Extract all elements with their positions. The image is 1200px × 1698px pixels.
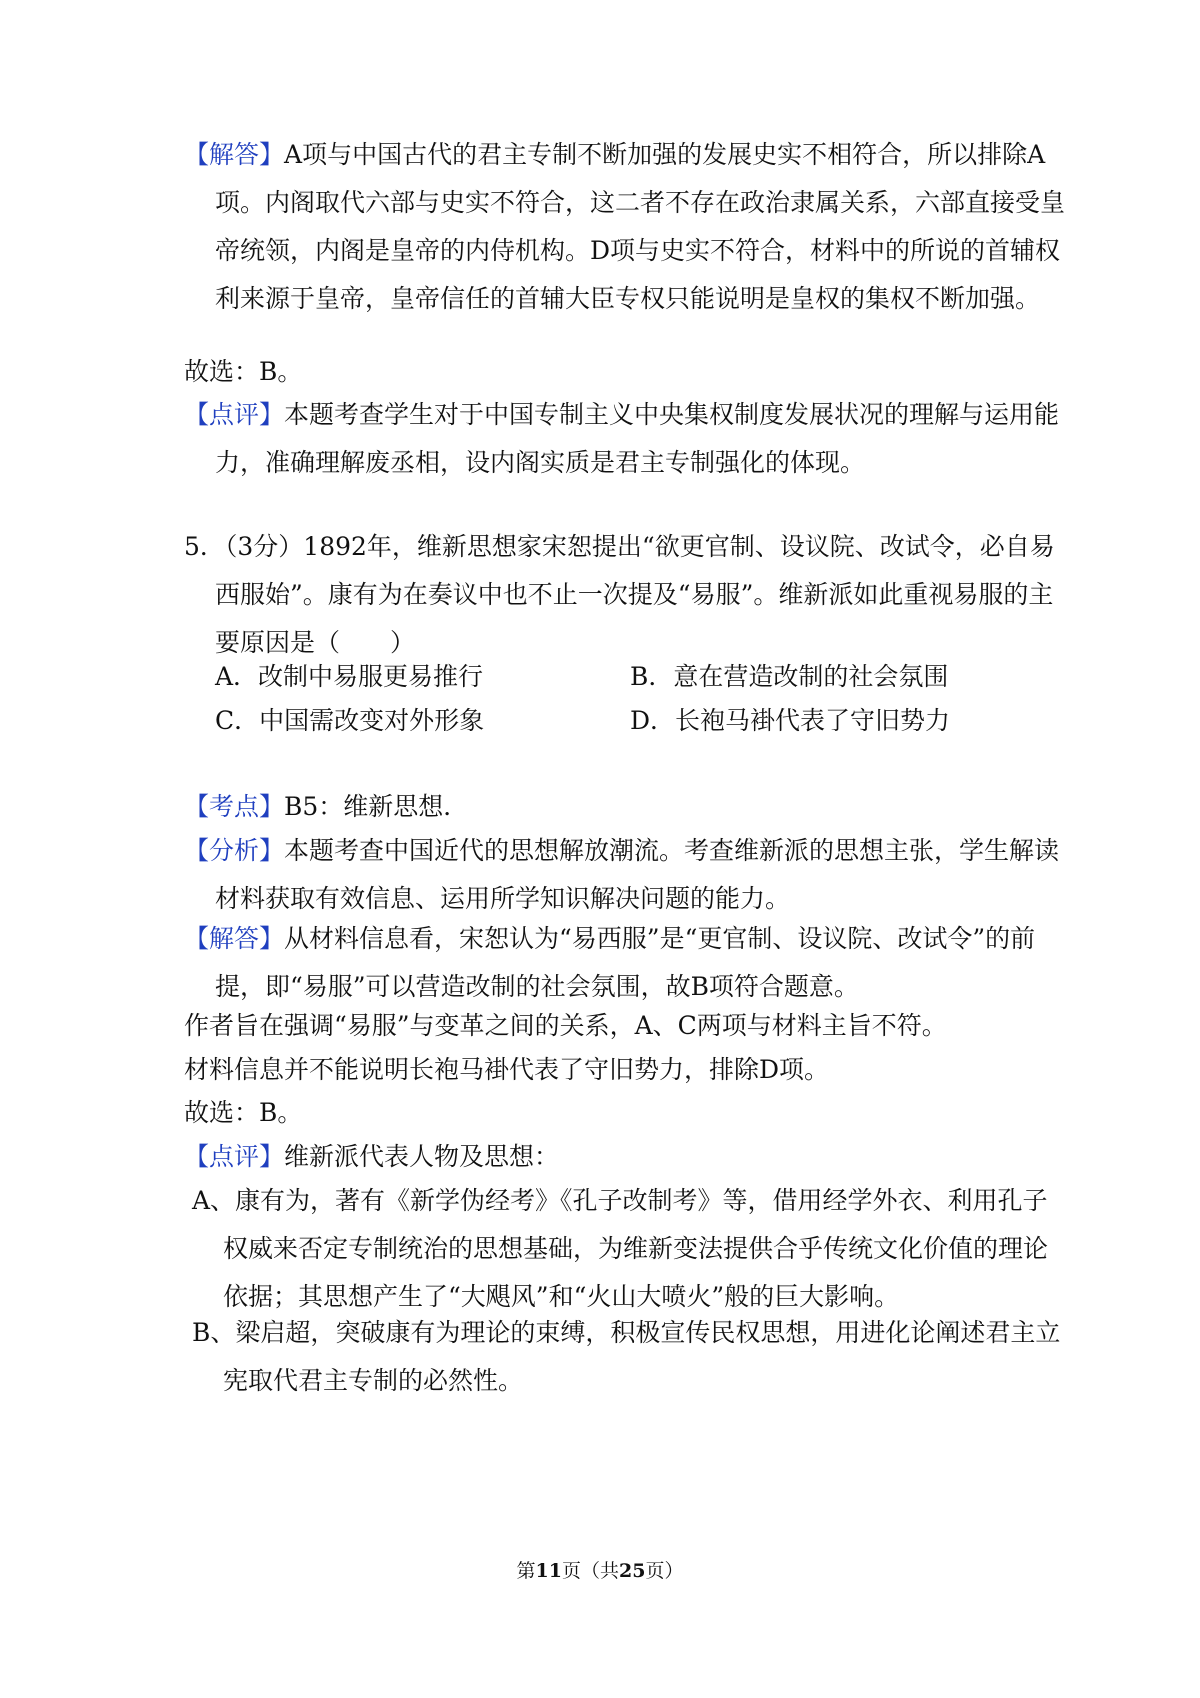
comment-text: 本题考查学生对于中国专制主义中央集权制度发展状况的理解与运用能力，准确理解废丞相，设内阁实质是君主专制强化的体现。 — [215, 400, 1060, 477]
analysis-text: 本题考查中国近代的思想解放潮流。考查维新派的思想主张，学生解读材料获取有效信息、运用所学知识解决问题的能力。 — [215, 836, 1060, 913]
reason-line-d: 材料信息并不能说明长袍马褂代表了守旧势力，排除D项。 — [184, 1055, 830, 1084]
option-a: A．改制中易服更易推行 — [215, 662, 484, 691]
knowledge-tag: 【考点】 — [184, 792, 285, 821]
option-c: C．中国需改变对外形象 — [215, 706, 485, 735]
answer-paragraph-2 — [184, 915, 1065, 1011]
reformer-liang-qichao: B、梁启超，突破康有为理论的束缚，积极宣传民权思想，用进化论阐述君主立宪取代君主专制的必然性。 — [192, 1318, 1061, 1395]
footer-prefix: 第 — [516, 1560, 536, 1582]
option-b: B．意在营造改制的社会氛围 — [630, 662, 949, 691]
comment-tag-2: 【点评】 — [184, 1142, 285, 1171]
comment-paragraph — [184, 391, 1065, 487]
answer-text: A项与中国古代的君主专制不断加强的发展史实不相符合，所以排除A项。内阁取代六部与史实不符合，这二者不存在政治隶属关系，六部直接受皇帝统领，内阁是皇帝的内侍机构。D项与史实不符合，材料中的所说的首辅权利来源于皇帝，皇帝信任的首辅大臣专权只能说明是皇权的集权不断加强。 — [215, 140, 1066, 313]
answer-text-2: 从材料信息看，宋恕认为“易西服”是“更官制、设议院、改试令”的前提，即“易服”可以营造改制的社会氛围，故B项符合题意。 — [215, 924, 1036, 1001]
knowledge-text: B5：维新思想． — [284, 792, 469, 821]
page-footer — [0, 1558, 1200, 1584]
footer-page-number: 11 — [535, 1560, 562, 1582]
footer-suffix: 页） — [645, 1560, 684, 1582]
footer-total-pages: 25 — [619, 1560, 646, 1582]
reason-line-ac: 作者旨在强调“易服”与变革之间的关系，A、C两项与材料主旨不符。 — [184, 1011, 947, 1040]
option-d: D．长袍马褂代表了守旧势力 — [630, 706, 951, 735]
comment-tag: 【点评】 — [184, 400, 285, 429]
comment-paragraph-2 — [184, 1133, 1034, 1181]
reformer-kang-youwei: A、康有为，著有《新学伪经考》《孔子改制考》等，借用经学外衣、利用孔子权威来否定专制统治的思想基础，为维新变法提供合乎传统文化价值的理论依据；其思想产生了“大飓风”和“火山大喷火”般的巨大影响。 — [192, 1186, 1049, 1311]
choice-line-2: 故选：B。 — [184, 1098, 303, 1127]
analysis-paragraph — [184, 827, 1065, 923]
comment-text-2: 维新派代表人物及思想： — [284, 1142, 560, 1171]
choice-line: 故选：B。 — [184, 357, 303, 386]
analysis-tag: 【分析】 — [184, 836, 285, 865]
answer-paragraph — [184, 131, 1065, 323]
answer-tag: 【解答】 — [184, 140, 285, 169]
footer-middle: 页（共 — [561, 1560, 619, 1582]
answer-tag-2: 【解答】 — [184, 924, 285, 953]
knowledge-point — [184, 783, 1034, 831]
question-stem: 5．（3分）1892年，维新思想家宋恕提出“欲更官制、设议院、改试令，必自易西服始”。康有为在奏议中也不止一次提及“易服”。维新派如此重视易服的主要原因是（ ） — [184, 532, 1055, 657]
